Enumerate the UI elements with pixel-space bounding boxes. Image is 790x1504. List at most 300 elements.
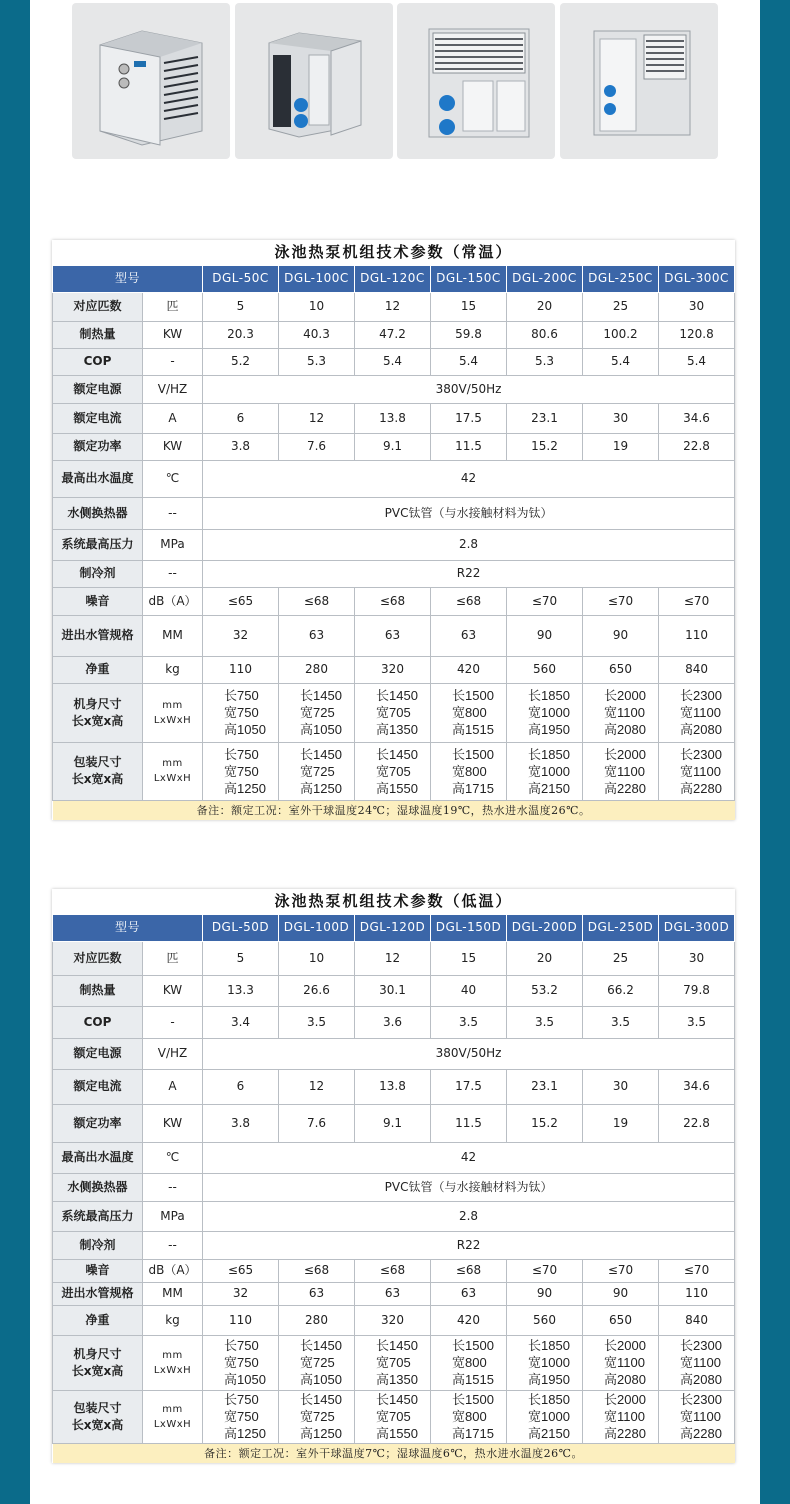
- dimension-value: [279, 1390, 355, 1443]
- dimension-line: 长2300: [680, 1392, 722, 1407]
- row-value: 79.8: [659, 975, 735, 1006]
- row-label: COP: [53, 1006, 143, 1038]
- row-unit: A: [143, 1069, 203, 1104]
- row-label: 对应匹数: [53, 292, 143, 321]
- row-label: COP: [53, 348, 143, 375]
- row-value: 11.5: [431, 1104, 507, 1142]
- row-value: 5.3: [279, 348, 355, 375]
- row-label: 额定电源: [53, 375, 143, 403]
- dimension-label: [53, 1390, 143, 1443]
- product-gallery: [72, 3, 718, 159]
- table-row: [53, 1104, 735, 1142]
- row-label: 最高出水温度: [53, 1142, 143, 1173]
- row-unit: --: [143, 1173, 203, 1201]
- row-value: 90: [507, 1282, 583, 1305]
- row-value: 6: [203, 403, 279, 433]
- dimension-line: 高1550: [376, 1426, 418, 1441]
- dimension-value: [355, 1390, 431, 1443]
- dimension-line: 宽750: [224, 763, 259, 779]
- row-value: 40: [431, 975, 507, 1006]
- row-shared-value: 2.8: [203, 529, 735, 560]
- dimension-label-line: 长x宽x高: [71, 713, 124, 728]
- row-unit: KW: [143, 1104, 203, 1142]
- dimension-line: 宽1100: [604, 1409, 645, 1424]
- row-value: 20: [507, 292, 583, 321]
- table-row: [53, 292, 735, 321]
- dimension-value: [507, 1335, 583, 1390]
- row-value: ≤68: [431, 587, 507, 615]
- model-name: DGL-300D: [659, 914, 735, 941]
- table-row: [53, 1006, 735, 1038]
- row-value: 3.5: [279, 1006, 355, 1038]
- row-label: 额定电源: [53, 1038, 143, 1069]
- dimension-unit-line: LxWxH: [153, 714, 192, 726]
- row-value: 5.4: [583, 348, 659, 375]
- dimension-line: 高1050: [300, 722, 342, 737]
- dimension-line: 高1250: [300, 780, 342, 796]
- row-value: 3.8: [203, 1104, 279, 1142]
- row-value: 6: [203, 1069, 279, 1104]
- row-label: 额定功率: [53, 1104, 143, 1142]
- row-value: 34.6: [659, 403, 735, 433]
- table-note: 备注：额定工况：室外干球温度24℃；湿球温度19℃，热水进水温度26℃。: [53, 800, 735, 820]
- row-value: 840: [659, 1305, 735, 1335]
- row-value: 63: [279, 615, 355, 656]
- dimension-line: 长1450: [300, 1392, 342, 1407]
- row-value: 25: [583, 292, 659, 321]
- model-name: DGL-250C: [583, 265, 659, 292]
- dimension-line: 宽705: [376, 705, 411, 720]
- row-value: 3.8: [203, 433, 279, 460]
- row-value: 23.1: [507, 403, 583, 433]
- model-name: DGL-150C: [431, 265, 507, 292]
- dimension-line: 长1850: [528, 1392, 570, 1407]
- dimension-line: 宽1100: [680, 1409, 721, 1424]
- dimension-line: 长1850: [528, 746, 570, 762]
- dimension-line: 宽800: [452, 1409, 487, 1424]
- dimension-line: 高2280: [680, 780, 722, 796]
- dimension-line: 宽1100: [680, 705, 721, 720]
- table-row: [53, 560, 735, 587]
- dimension-label-line: 机身尺寸: [73, 1346, 122, 1361]
- row-value: 5.4: [355, 348, 431, 375]
- dimension-line: 长1500: [452, 746, 494, 762]
- dimension-value: [659, 683, 735, 742]
- row-label: 水侧换热器: [53, 1173, 143, 1201]
- row-label: 进出水管规格: [53, 1282, 143, 1305]
- dimension-line: 高1515: [452, 722, 494, 737]
- heat-pump-unit-icon: [72, 3, 230, 159]
- row-value: 30: [583, 403, 659, 433]
- dimension-line: 高1050: [224, 1372, 266, 1387]
- dimension-line: 宽1100: [604, 705, 645, 720]
- row-value: 15: [431, 292, 507, 321]
- dimension-unit: [143, 1390, 203, 1443]
- model-name: DGL-250D: [583, 914, 659, 941]
- dimension-label-line: 长x宽x高: [71, 1417, 124, 1432]
- row-value: 32: [203, 1282, 279, 1305]
- row-value: 30: [583, 1069, 659, 1104]
- row-value: 30: [659, 941, 735, 975]
- dimension-value: [659, 1390, 735, 1443]
- product-image[interactable]: [235, 3, 393, 159]
- dimension-line: 长2300: [680, 746, 722, 762]
- dimension-line: 宽1100: [604, 1355, 645, 1370]
- row-value: 19: [583, 1104, 659, 1142]
- row-value: 110: [203, 656, 279, 683]
- row-unit: kg: [143, 1305, 203, 1335]
- row-unit: MPa: [143, 529, 203, 560]
- row-value: 5.3: [507, 348, 583, 375]
- model-name: DGL-200C: [507, 265, 583, 292]
- product-image[interactable]: [560, 3, 718, 159]
- row-value: 110: [203, 1305, 279, 1335]
- row-label: 额定功率: [53, 433, 143, 460]
- dimension-value: [203, 1390, 279, 1443]
- row-value: 3.5: [431, 1006, 507, 1038]
- dimension-line: 高2280: [604, 780, 646, 796]
- dimension-value: [431, 742, 507, 800]
- row-value: 15.2: [507, 433, 583, 460]
- dimension-unit-line: mm: [162, 699, 183, 711]
- row-label: 制冷剂: [53, 1231, 143, 1259]
- dimension-line: 高2080: [680, 722, 722, 737]
- dimension-line: 长2000: [604, 1338, 646, 1353]
- row-unit: --: [143, 497, 203, 529]
- table-row: [53, 615, 735, 656]
- row-shared-value: R22: [203, 560, 735, 587]
- row-value: 3.6: [355, 1006, 431, 1038]
- heat-pump-unit-icon: [397, 3, 555, 159]
- dimension-line: 长1500: [452, 688, 494, 703]
- row-value: 63: [431, 615, 507, 656]
- row-shared-value: PVC钛管（与水接触材料为钛）: [203, 1173, 735, 1201]
- dimension-line: 宽750: [224, 1409, 259, 1424]
- dimension-unit-line: mm: [162, 758, 183, 769]
- row-label: 制冷剂: [53, 560, 143, 587]
- dimension-unit-line: mm: [162, 1403, 183, 1415]
- table-title: 泳池热泵机组技术参数（常温）: [53, 240, 735, 265]
- dimension-label-line: 长x宽x高: [71, 772, 124, 786]
- row-value: 23.1: [507, 1069, 583, 1104]
- dimension-line: 宽705: [376, 1355, 411, 1370]
- row-shared-value: R22: [203, 1231, 735, 1259]
- row-unit: -: [143, 1006, 203, 1038]
- dimension-unit-line: LxWxH: [153, 773, 192, 784]
- row-value: 5.4: [431, 348, 507, 375]
- row-value: 22.8: [659, 1104, 735, 1142]
- row-value: 90: [507, 615, 583, 656]
- dimension-value: [279, 683, 355, 742]
- row-value: 110: [659, 1282, 735, 1305]
- row-value: 47.2: [355, 321, 431, 348]
- table-row: [53, 1390, 735, 1443]
- dimension-line: 高1550: [376, 780, 418, 796]
- dimension-line: 长1450: [376, 1338, 418, 1353]
- row-value: 40.3: [279, 321, 355, 348]
- table-row: [53, 1142, 735, 1173]
- row-unit: ℃: [143, 1142, 203, 1173]
- row-value: 30: [659, 292, 735, 321]
- dimension-line: 宽750: [224, 1355, 259, 1370]
- dimension-value: [279, 742, 355, 800]
- row-value: ≤65: [203, 587, 279, 615]
- spec-table-low-temp: [52, 889, 735, 1463]
- row-unit: 匹: [143, 941, 203, 975]
- dimension-line: 宽725: [300, 1409, 335, 1424]
- dimension-line: 宽750: [224, 705, 259, 720]
- row-value: 13.8: [355, 403, 431, 433]
- row-value: 3.5: [507, 1006, 583, 1038]
- row-value: ≤65: [203, 1259, 279, 1282]
- dimension-value: [583, 683, 659, 742]
- row-unit: --: [143, 560, 203, 587]
- dimension-value: [355, 1335, 431, 1390]
- row-unit: --: [143, 1231, 203, 1259]
- row-value: 7.6: [279, 433, 355, 460]
- heat-pump-unit-icon: [560, 3, 718, 159]
- row-unit: kg: [143, 656, 203, 683]
- dimension-value: [507, 742, 583, 800]
- dimension-line: 长2000: [604, 746, 646, 762]
- dimension-value: [431, 683, 507, 742]
- dimension-value: [203, 1335, 279, 1390]
- row-value: 3.5: [659, 1006, 735, 1038]
- dimension-line: 高2150: [528, 780, 570, 796]
- dimension-line: 宽725: [300, 1355, 335, 1370]
- row-label: 制热量: [53, 321, 143, 348]
- row-value: 19: [583, 433, 659, 460]
- model-name: DGL-100D: [279, 914, 355, 941]
- row-label: 系统最高压力: [53, 529, 143, 560]
- row-value: 17.5: [431, 403, 507, 433]
- header-model-label: 型号: [53, 914, 203, 941]
- row-value: 7.6: [279, 1104, 355, 1142]
- row-value: 3.4: [203, 1006, 279, 1038]
- product-image[interactable]: [72, 3, 230, 159]
- header-model-label: 型号: [53, 265, 203, 292]
- row-value: ≤68: [355, 1259, 431, 1282]
- dimension-line: 宽1100: [680, 1355, 721, 1370]
- dimension-line: 长1500: [452, 1392, 494, 1407]
- dimension-value: [203, 742, 279, 800]
- row-label: 净重: [53, 656, 143, 683]
- dimension-line: 宽725: [300, 763, 335, 779]
- dimension-line: 长1450: [376, 688, 418, 703]
- dimension-line: 高1515: [452, 1372, 494, 1387]
- dimension-line: 长2300: [680, 1338, 722, 1353]
- row-value: 20.3: [203, 321, 279, 348]
- table-row: [53, 460, 735, 497]
- dimension-line: 宽1000: [528, 763, 570, 779]
- dimension-line: 长750: [224, 1338, 259, 1353]
- dimension-label-line: 包装尺寸: [73, 1400, 122, 1415]
- dimension-line: 长1850: [528, 1338, 570, 1353]
- row-label: 最高出水温度: [53, 460, 143, 497]
- row-unit: V/HZ: [143, 1038, 203, 1069]
- dimension-line: 长1450: [300, 688, 342, 703]
- row-value: 10: [279, 941, 355, 975]
- dimension-line: 高1715: [452, 780, 494, 796]
- table-row: [53, 1305, 735, 1335]
- dimension-line: 高2280: [680, 1426, 722, 1441]
- model-name: DGL-100C: [279, 265, 355, 292]
- row-label: 噪音: [53, 587, 143, 615]
- dimension-line: 宽705: [376, 763, 411, 779]
- table-row: [53, 975, 735, 1006]
- table-row: [53, 1069, 735, 1104]
- row-shared-value: 2.8: [203, 1201, 735, 1231]
- row-label: 噪音: [53, 1259, 143, 1282]
- table-row: [53, 683, 735, 742]
- dimension-line: 宽1000: [528, 1409, 570, 1424]
- dimension-line: 高2080: [604, 1372, 646, 1387]
- dimension-line: 长750: [224, 688, 259, 703]
- row-value: 59.8: [431, 321, 507, 348]
- row-value: 22.8: [659, 433, 735, 460]
- dimension-unit: [143, 742, 203, 800]
- row-value: 9.1: [355, 433, 431, 460]
- row-label: 额定电流: [53, 403, 143, 433]
- dimension-value: [355, 742, 431, 800]
- row-label: 进出水管规格: [53, 615, 143, 656]
- row-unit: dB（A）: [143, 1259, 203, 1282]
- row-unit: KW: [143, 321, 203, 348]
- row-value: ≤70: [659, 587, 735, 615]
- row-unit: A: [143, 403, 203, 433]
- dimension-value: [431, 1335, 507, 1390]
- row-value: 13.3: [203, 975, 279, 1006]
- dimension-line: 长1450: [300, 1338, 342, 1353]
- row-value: 63: [355, 1282, 431, 1305]
- row-value: 420: [431, 656, 507, 683]
- row-value: 17.5: [431, 1069, 507, 1104]
- table-row: [53, 587, 735, 615]
- row-unit: ℃: [143, 460, 203, 497]
- row-unit: MM: [143, 1282, 203, 1305]
- dimension-line: 宽800: [452, 763, 487, 779]
- row-value: 320: [355, 1305, 431, 1335]
- row-shared-value: PVC钛管（与水接触材料为钛）: [203, 497, 735, 529]
- dimension-unit: [143, 1335, 203, 1390]
- dimension-line: 宽725: [300, 705, 335, 720]
- row-shared-value: 42: [203, 460, 735, 497]
- row-value: ≤70: [659, 1259, 735, 1282]
- dimension-line: 长1450: [376, 746, 418, 762]
- dimension-value: [279, 1335, 355, 1390]
- product-image[interactable]: [397, 3, 555, 159]
- dimension-value: [507, 683, 583, 742]
- row-label: 水侧换热器: [53, 497, 143, 529]
- dimension-line: 高1250: [224, 780, 266, 796]
- row-value: ≤70: [583, 587, 659, 615]
- model-name: DGL-50C: [203, 265, 279, 292]
- row-value: 650: [583, 656, 659, 683]
- table-row: [53, 529, 735, 560]
- table-row: [53, 403, 735, 433]
- row-value: 90: [583, 1282, 659, 1305]
- dimension-line: 高2150: [528, 1426, 570, 1441]
- table-row: [53, 321, 735, 348]
- row-value: 110: [659, 615, 735, 656]
- dimension-line: 宽1000: [528, 1355, 570, 1370]
- row-value: 650: [583, 1305, 659, 1335]
- row-shared-value: 380V/50Hz: [203, 375, 735, 403]
- spec-table-normal: [52, 240, 735, 820]
- table-row: [53, 1173, 735, 1201]
- row-shared-value: 42: [203, 1142, 735, 1173]
- dimension-line: 高1350: [376, 1372, 418, 1387]
- row-value: ≤68: [279, 1259, 355, 1282]
- row-unit: 匹: [143, 292, 203, 321]
- row-value: 100.2: [583, 321, 659, 348]
- row-value: 9.1: [355, 1104, 431, 1142]
- row-value: 34.6: [659, 1069, 735, 1104]
- dimension-line: 长2300: [680, 688, 722, 703]
- row-value: ≤70: [583, 1259, 659, 1282]
- row-value: 5: [203, 292, 279, 321]
- dimension-label: [53, 742, 143, 800]
- row-value: 560: [507, 656, 583, 683]
- dimension-line: 长2000: [604, 688, 646, 703]
- row-value: 11.5: [431, 433, 507, 460]
- row-value: 320: [355, 656, 431, 683]
- row-unit: MM: [143, 615, 203, 656]
- dimension-line: 高2080: [604, 722, 646, 737]
- row-value: ≤68: [431, 1259, 507, 1282]
- dimension-line: 宽1100: [604, 763, 645, 779]
- row-shared-value: 380V/50Hz: [203, 1038, 735, 1069]
- row-value: 13.8: [355, 1069, 431, 1104]
- row-value: 20: [507, 941, 583, 975]
- row-unit: KW: [143, 975, 203, 1006]
- row-value: 280: [279, 1305, 355, 1335]
- dimension-line: 宽1000: [528, 705, 570, 720]
- row-value: 5: [203, 941, 279, 975]
- model-name: DGL-150D: [431, 914, 507, 941]
- dimension-line: 长1500: [452, 1338, 494, 1353]
- dimension-line: 长750: [224, 746, 259, 762]
- table-row: [53, 1231, 735, 1259]
- row-value: 12: [355, 292, 431, 321]
- dimension-value: [355, 683, 431, 742]
- row-value: 5.2: [203, 348, 279, 375]
- row-unit: dB（A）: [143, 587, 203, 615]
- row-value: 30.1: [355, 975, 431, 1006]
- dimension-unit-line: mm: [162, 1349, 183, 1361]
- row-value: 3.5: [583, 1006, 659, 1038]
- row-value: 63: [279, 1282, 355, 1305]
- model-name: DGL-120C: [355, 265, 431, 292]
- row-value: ≤70: [507, 587, 583, 615]
- dimension-line: 宽800: [452, 705, 487, 720]
- dimension-line: 高2280: [604, 1426, 646, 1441]
- dimension-unit-line: LxWxH: [153, 1364, 192, 1376]
- table-row: [53, 1038, 735, 1069]
- dimension-label-line: 机身尺寸: [73, 696, 122, 711]
- table-row: [53, 656, 735, 683]
- table-row: [53, 348, 735, 375]
- row-label: 额定电流: [53, 1069, 143, 1104]
- dimension-line: 高2080: [680, 1372, 722, 1387]
- row-label: 系统最高压力: [53, 1201, 143, 1231]
- dimension-line: 高1050: [224, 722, 266, 737]
- dimension-line: 高1950: [528, 722, 570, 737]
- row-label: 对应匹数: [53, 941, 143, 975]
- table-row: [53, 941, 735, 975]
- table-row: [53, 497, 735, 529]
- model-name: DGL-300C: [659, 265, 735, 292]
